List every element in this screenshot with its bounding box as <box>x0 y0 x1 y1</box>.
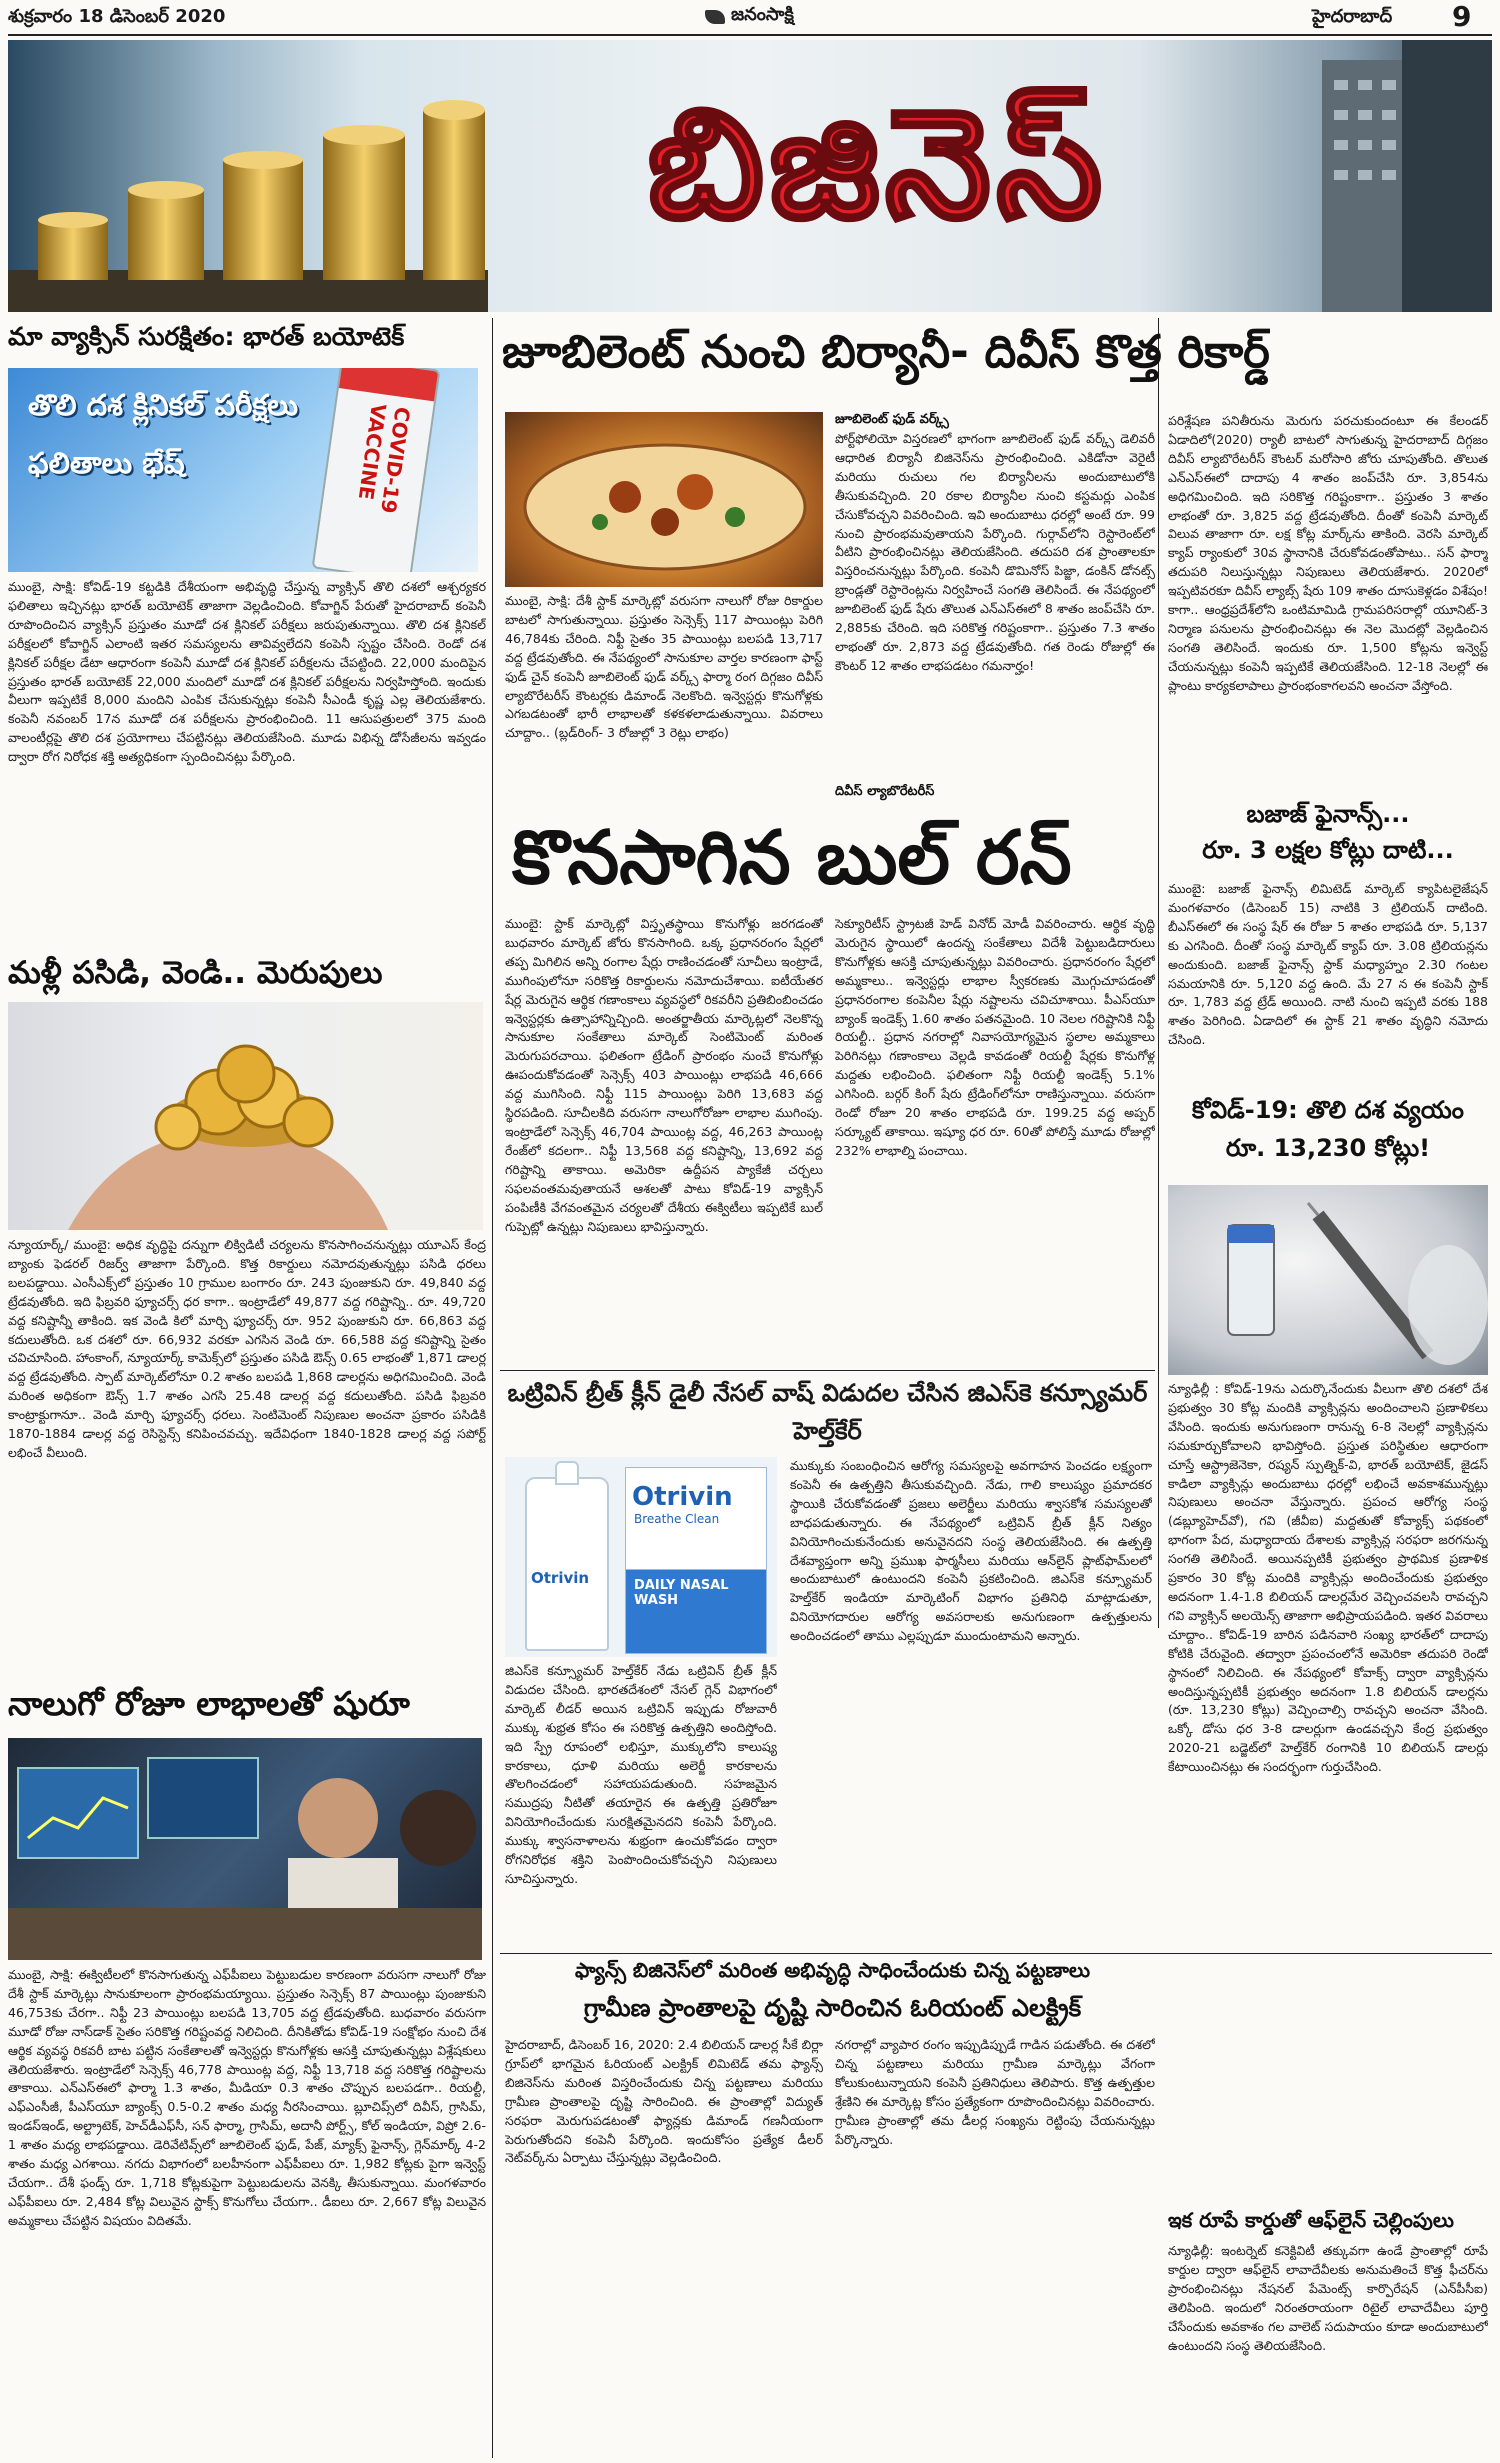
paper-name: జనంసాక్షి <box>731 4 794 25</box>
bull-run-col2-body: సెక్యూరిటీస్ స్ట్రాటజీ హెడ్ వినోద్ మోడీ వివరించారు. ఆర్థిక వృద్ధి మెరుగైన స్థాయిలో ఉందన్న సంకేతాలు విదేశీ పెట్టుబడిదారులు కొనుగోళ్లకు ఆసక్తి చూపుతున్నట్లు వివరించారు. ప్రధానరంగం షేర్లలో అమ్మకాలు.. ఇన్వెస్టర్లు లాభాల స్వీకరణకు మొగ్గుచూపడంతో ప్రధానరంగాల కంపెనీల షేర్లు నష్టాలను చవిచూశాయి. పీఎస్‌యూ బ్యాంక్ ఇండెక్స్ 1.60 శాతం పతనమైంది. 10 నెలల గరిష్టానికి నిఫ్టీ రియల్టీ.. ప్రధాన నగరాల్లో నివాసయోగ్యమైన స్థలాల అమ్మకాలు పెరిగినట్లు గణాంకాలు వెల్లడి కావడంతో రియల్టీ షేర్లకు కొనుగోళ్ల మద్దతు లభించింది. ఫలితంగా నిఫ్టీ రియల్టీ ఇండెక్స్ 5.1% ఎగిసింది. బర్గర్ కింగ్ షేరు ట్రేడింగ్‌లోనూ రాణిస్తున్నాయి. వరుసగా రెండో రోజూ 20 శాతం లాభపడి రూ. 199.25 వద్ద అప్పర్ సర్క్యూట్ తాకాయి. ఇష్యూ ధర రూ. 60తో పోలిస్తే మూడు రోజుల్లో 232% లాభాల్ని పంచాయి. <box>835 916 1155 1158</box>
covid-cost-headline-line2: రూ. 13,230 కోట్లు! <box>1225 1134 1431 1162</box>
coin-stacks-image <box>8 40 488 312</box>
vaccine-image <box>8 368 478 572</box>
gold-body: న్యూయార్క్/ ముంబై: అధిక వృద్ధిపై దన్నుగా లిక్విడిటీ చర్యలను కొనసాగించనున్నట్లు యూఎస్ కేంద్ర బ్యాంకు ఫెడరల్ రిజర్వ్ తాజాగా పేర్కొంది. కొత్త రికార్డులు నమోదవుతున్నట్లు పసిడి ధరలు బలపడ్డాయి. ఎంసీఎక్స్‌లో ప్రస్తుతం 10 గ్రాముల బంగారం రూ. 243 పుంజుకుని రూ. 49,840 వద్ద ట్రేడవుతోంది. ఇది ఫిబ్రవరి ఫ్యూచర్స్ ధర కాగా.. ఇంట్రాడేలో 49,877 వద్ద గరిష్టాన్ని.. రూ. 49,720 వద్ద కనిష్టాన్నీ తాకింది. ఇక వెండి కిలో మార్చి ఫ్యూచర్స్ రూ. 952 పుంజుకుని రూ. 66,863 వద్ద కదులుతోంది. ఒక దశలో రూ. 66,932 వరకూ ఎగసిన వెండి రూ. 66,588 వద్ద కనిష్టాన్ని సైతం చవిచూసింది. హాంకాంగ్, న్యూయార్క్ కామెక్స్‌లో ప్రస్తుతం పసిడి ఔన్స్ 0.65 లాభంతో 1,871 డాలర్ల వద్ద ట్రేడవుతోంది. స్పాట్ మార్కెట్‌లోనూ 0.2 శాతం బలపడి 1,868 డాలర్లను అధిగమించింది. వెండి మరింత అధికంగా ఔన్స్ 1.7 శాతం ఎగసి 25.48 డాలర్ల వద్ద కదులుతోంది. పసిడి ఫిబ్రవరి కాంట్రాక్టుగానూ.. వెండి మార్చి ఫ్యూచర్స్ ధరలు. సెంటిమెంట్ నిపుణుల అంచనా ప్రకారం పసిడికి 1870-1884 డాలర్ల వద్ద రెసిస్టెన్స్ కనిపించవచ్చు. ఇదేవిధంగా 1840-1828 డాలర్ల వద్ద సపోర్ట్ లభించే వీలుంది. <box>8 1237 486 1460</box>
coin-stack <box>423 100 485 280</box>
otrivin-col2-body: ముక్కుకు సంబంధించిన ఆరోగ్య సమస్యలపై అవగాహన పెంచడం లక్ష్యంగా కంపెనీ ఈ ఉత్పత్తిని తీసుకువచ్చింది. నేడు, గాలి కాలుష్యం ప్రమాదకర స్థాయికి చేరుకోవడంతో ప్రజలు అలెర్జీలు మరియు శ్వాసకోశ సమస్యలతో బాధపడుతున్నారు. ఈ నేపథ్యంలో ఒట్రివిన్ బ్రీత్ క్లీన్ నిత్యం వినియోగించుకునేందుకు అనువైనదని సంస్థ తెలియజేసింది. ఈ ఉత్పత్తి దేశవ్యాప్తంగా అన్ని ప్రముఖ ఫార్మసీలు మరియు ఆన్‌లైన్ ప్లాట్‌ఫామ్‌లలో అందుబాటులో ఉంటుందని కంపెనీ ప్రకటించింది. జిఎస్‌కె కన్స్యూమర్ హెల్త్‌కేర్ ఇండియా మార్కెటింగ్ విభాగం ప్రతినిధి మాట్లాడుతూ, వినియోగదారుల ఆరోగ్య అవసరాలకు అనుగుణంగా ఉత్పత్తులను అందించడంలో తాము ఎల్లప్పుడూ ముందుంటామని అన్నారు. <box>790 1458 1152 1644</box>
box-line-label: Breathe Clean <box>634 1512 720 1526</box>
jubilant-subhead: జూబిలెంట్ ఫుడ్ వర్క్స్ <box>835 412 949 427</box>
gold-coins-image <box>8 1002 483 1230</box>
column-divider <box>492 318 493 2458</box>
vial-label: COVID-19 VACCINE <box>353 402 415 515</box>
vaccine-vial <box>312 368 441 572</box>
bajaj-headline-line1: బజాజ్ ఫైనాన్స్... <box>1246 800 1410 828</box>
bajaj-body: ముంబై: బజాజ్ ఫైనాన్స్ లిమిటెడ్ మార్కెట్ క్యాపిటలైజేషన్ మంగళవారం (డిసెంబర్ 15) నాటికి 3 ట్రిలియన్ దాటింది. బీఎస్ఈలో ఈ సంస్థ షేర్ ఈ రోజు 5 శాతం లాభపడి రూ. 5,137 కు ఎగసింది. దీంతో సంస్థ మార్కెట్ క్యాప్ రూ. 3.08 ట్రిలియన్లను అందుకుంది. బజాజ్ ఫైనాన్స్ స్టాక్ మధ్యాహ్నం 2.30 గంటల సమయానికి రూ. 5,120 వద్ద ఉంది. మే 27 న ఈ కంపెనీ స్టాక్ రూ. 1,783 వద్ద ట్రేడ్ అయింది. నాటి నుంచి ఇప్పటి వరకు 188 శాతం పెరిగింది. ఏడాదిలో ఈ స్టాక్ 21 శాతం వృద్ధిని నమోదు చేసింది. <box>1168 881 1488 1048</box>
oriental-col2-body: నగరాల్లో వ్యాపార రంగం ఇప్పుడిప్పుడే గాడిన పడుతోంది. ఈ దశలో చిన్న పట్టణాలు మరియు గ్రామీణ మార్కెట్లు వేగంగా కోలుకుంటున్నాయని కంపెనీ ప్రతినిధులు తెలిపారు. కొత్త ఉత్పత్తుల శ్రేణిని ఈ మార్కెట్ల కోసం ప్రత్యేకంగా రూపొందించినట్లు వివరించారు. గ్రామీణ ప్రాంతాల్లో తమ డీలర్ల సంఖ్యను రెట్టింపు చేయనున్నట్లు పేర్కొన్నారు. <box>835 2037 1155 2147</box>
coin-stack <box>323 125 405 280</box>
markets-day4-body: ముంబై, సాక్షి: ఈక్విటీలలో కొనసాగుతున్న ఎఫ్‌పీఐలు పెట్టుబడుల కారణంగా వరుసగా నాలుగో రోజు దేశీ స్టాక్ మార్కెట్లు సానుకూలంగా ప్రారంభమయ్యాయి. ప్రస్తుతం సెన్సెక్స్ 87 పాయింట్లు పుంజుకుని 46,753కు చేరగా.. నిఫ్టీ 23 పాయింట్లు బలపడి 13,705 వద్ద ట్రేడవుతోంది. బుధవారం వరుసగా మూడో రోజు నాస్‌డాక్ సైతం సరికొత్త గరిష్టంవద్ద నిలిచింది. దీనికితోడు కోవిడ్-19 సంక్షోభం నుంచి దేశ ఆర్థిక వ్యవస్థ రికవరీ బాట పట్టిన సంకేతాలతో ఇన్వెస్టర్లు కొనుగోళ్లకు ఆసక్తి చూపుతున్నట్లు విశ్లేషకులు తెలియజేశారు. ఇంట్రాడేలో సెన్సెక్స్ 46,778 పాయింట్ల వద్ద, నిఫ్టీ 13,718 వద్ద సరికొత్త గరిష్టాలను తాకాయి. ఎన్ఎస్ఈలో ఫార్మా 1.3 శాతం, మీడియా 0.3 శాతం చొప్పున బలపడగా.. రియల్టీ, ఎఫ్ఎంసీజీ, పీఎస్‌యూ బ్యాంక్స్ 0.5-0.2 శాతం మధ్య నీరసించాయి. బ్లూచిప్స్‌లో దివీస్, గ్రాసిమ్, ఇండస్ఇండ్, అల్ట్రాటెక్, హెచ్‌డీఎఫ్‌సీ, సన్ ఫార్మా, గ్రాసిమ్, అదానీ పోర్ట్స్, కోల్ ఇండియా, విప్రో 2.6-1 శాతం మధ్య లాభపడ్డాయి. డెరివేటివ్స్‌లో జూబిలెంట్ ఫుడ్, పేజ్, మ్యాక్స్ ఫైనాన్స్, గ్లెన్‌మార్క్ 4-2 శాతం మధ్య ఎగశాయి. నగదు విభాగంలో బలహీనంగా ఎఫ్‌పీఐలు రూ. 1,982 కోట్లకు పైగా ఇన్వెస్ట్ చేయగా.. దేశీ ఫండ్స్ రూ. 1,718 కోట్లకుపైగా పెట్టుబడులను వెనక్కి తీసుకున్నాయి. మంగళవారం ఎఫ్‌పీఐలు రూ. 2,484 కోట్ల విలువైన స్టాక్స్ కొనుగోలు చేయగా.. డీఐలు రూ. 2,667 కోట్ల విలువైన అమ్మకాలు చేపట్టిన విషయం విదితమే. <box>8 1967 486 2228</box>
otrivin-product-image <box>505 1457 777 1657</box>
stock-exchange-building-image <box>1262 40 1492 312</box>
vaccine-headline: మా వ్యాక్సిన్ సురక్షితం: భారత్ బయోటెక్ <box>8 322 405 351</box>
section-banner <box>8 40 1492 312</box>
bull-run-headline: కొనసాగిన బుల్ రన్ <box>512 815 1072 901</box>
covid-cost-body: న్యూఢిల్లీ : కోవిడ్-19ను ఎదుర్కొనేందుకు వీలుగా తొలి దశలో దేశ ప్రభుత్వం 30 కోట్ల మందికి వ్యాక్సిన్లను అందించాలని ప్రణాళికలు వేసింది. ఇందుకు అనుగుణంగా రానున్న 6-8 నెలల్లో వ్యాక్సిన్లను సమకూర్చుకోవాలని భావిస్తోంది. ప్రస్తుత పరిస్థితుల ఆధారంగా చూస్తే ఆస్ట్రాజెనెకా, రష్యన్ స్పుత్నిక్-వి, భారత్ బయోటెక్, జైడస్ కాడిలా వ్యాక్సిన్లు అందుబాటు ధరల్లో లభించే అవకాశమున్నట్లు నిపుణులు అంచనా వేస్తున్నారు. ప్రపంచ ఆరోగ్య సంస్థ (డబ్ల్యూహెచ్‌వో), గవి (జీవీఐ) మద్దతుతో కోవ్యాక్స్ పథకంలో భాగంగా పేద, మధ్యాదాయ దేశాలకు వ్యాక్సిన్ల సరఫరా జరగనున్న సంగతి తెలిసిందే. అయినప్పటికీ ప్రభుత్వం ప్రాథమిక ప్రణాళిక ప్రకారం 30 కోట్ల మందికి వ్యాక్సిన్లు అందించేందుకు ప్రభుత్వం అదనంగా 1.4-1.8 బిలియన్ డాలర్లమేర వెచ్చించవలసి రావచ్చని గవి వ్యాక్సిన్ అలయెన్స్ తాజాగా అభిప్రాయపడింది. ఇతర వివరాలు చూద్దాం.. కోవిడ్-19 బారిన పడినవారి సంఖ్య భారత్‌లో దాదాపు కోటికి చేరువైంది. తద్వారా ప్రపంచంలోనే అమెరికా తదుపరి రెండో స్థానంలో నిలిచింది. ఈ నేపథ్యంలో కోవాక్స్ ద్వారా వ్యాక్సిన్లను అందిస్తున్నప్పటికీ ప్రభుత్వం అదనంగా 1.8 బిలియన్ డాలర్లను (రూ. 13,230 కోట్లు) వెచ్చించాల్సి రావచ్చని అంచనా వేసింది. ఒక్కో డోసు ధర 3-8 డాలర్లుగా ఉండవచ్చని కేంద్ర ప్రభుత్వం 2020-21 బడ్జెట్‌లో హెల్త్‌కేర్ రంగానికి 10 బిలియన్ డాలర్లు కేటాయించినట్లు ఈ సందర్భంగా గుర్తుచేసింది. <box>1168 1381 1488 1775</box>
markets-day4-headline: నాలుగో రోజూ లాభాలతో షురూ <box>8 1684 410 1723</box>
jubilant-col2-body: పోర్ట్‌ఫోలియో విస్తరణలో భాగంగా జూబిలెంట్ ఫుడ్ వర్క్స్ డెలివరీ ఆధారిత బిర్యానీ బిజినెస్‌ను ప్రారంభించింది. ఎకిడోనా వెరైటీ మరియు రుచులు గల బిర్యానీలను అందుబాటులోకి తీసుకువచ్చింది. 20 రకాల బిర్యానీల నుంచి కస్టమర్లు ఎంపిక చేసుకోవచ్చని వివరించింది. ఇవి అందుబాటు ధరల్లో అంటే రూ. 99 నుంచి ప్రారంభమవుతాయని పేర్కొంది. గుర్గావ్‌లోని రెస్టారెంట్‌లో వీటిని ప్రారంభించినట్లు తెలియజేసింది. తదుపరి దశ ప్రాంతాలకూ విస్తరించనున్నట్లు పేర్కొంది. కంపెనీ డొమినోస్ పిజ్జా, డంకిన్ డోనట్స్ బ్రాండ్లతో రెస్టారెంట్లను నిర్వహించే సంగతి తెలిసిందే. ఈ నేపథ్యంలో జూబిలెంట్ ఫుడ్ షేరు తొలుత ఎన్ఎస్ఈలో 8 శాతం జంప్‌చేసి రూ. 2,885కు చేరింది. ఇది సరికొత్త గరిష్టంకాగా.. ప్రస్తుతం 7.3 శాతం లాభంతో రూ. 2,873 వద్ద ట్రేడవుతోంది. గత రెండు రోజుల్లో ఈ కౌంటర్ 12 శాతం లాభపడటం గమనార్హం! <box>835 431 1155 673</box>
trading-desk-illustration <box>8 1738 482 1960</box>
traders-image <box>8 1738 482 1960</box>
covid-cost-headline-line1: కోవిడ్-19: తొలి దశ వ్యయం <box>1192 1096 1464 1124</box>
biryani-image <box>505 412 823 587</box>
bottle-brand-label: Otrivin <box>531 1569 590 1587</box>
jubilant-col1-body: ముంబై, సాక్షి: దేశీ స్టాక్ మార్కెట్లో వరుసగా నాలుగో రోజు రికార్డుల బాటలో సాగుతున్నాయి. ప్రస్తుతం సెన్సెక్స్ 117 పాయింట్లు పెరిగి 46,784కు చేరింది. నిఫ్టీ సైతం 35 పాయింట్లు బలపడి 13,717 వద్ద ట్రేడవుతోంది. ఈ నేపథ్యంలో సానుకూల వార్తల కారణంగా ఫాస్ట్ ఫుడ్ చైన్ కంపెనీ జూబిలెంట్ ఫుడ్ వర్క్స్ ఫార్మా రంగ దిగ్గజం దివీస్ ల్యాబొరేటరీస్ కౌంటర్లకు డిమాండ్ నెలకొంది. ఇన్వెస్టర్లు కొనుగోళ్లకు ఎగబడటంతో భారీ లాభాలతో కళకళలాడుతున్నాయి. వివరాలు చూద్దాం.. (బ్లడ్‌రింగ్- 3 రోజుల్లో 3 రెట్లు లాభం) <box>505 593 823 741</box>
upi-offline-headline: ఇక రూపే కార్డుతో ఆఫ్‌లైన్ చెల్లింపులు <box>1168 2208 1454 2232</box>
box-brand-label: Otrivin <box>632 1482 733 1512</box>
otrivin-col1-body: జిఎస్‌కె కన్స్యూమర్ హెల్త్‌కేర్ నేడు ఒట్రివిన్ బ్రీత్ క్లీన్ విడుదల చేసింది. భారతదేశంలో నేసల్ గ్లెన్ విభాగంలో మార్కెట్ లీడర్ అయిన ఒట్రివిన్ ఇప్పుడు రోజువారీ ముక్కు శుభ్రత కోసం ఈ సరికొత్త ఉత్పత్తిని అందిస్తోంది. ఇది స్ప్రే రూపంలో లభిస్తూ, ముక్కులోని కాలుష్య కారకాలు, ధూళి మరియు అలెర్జీ కారకాలను తొలగించడంలో సహాయపడుతుంది. సహజమైన సముద్రపు నీటితో తయారైన ఈ ఉత్పత్తి ప్రతిరోజూ వినియోగించేందుకు సురక్షితమైనదని కంపెనీ పేర్కొంది. ముక్కు శ్వాసనాళాలను శుభ్రంగా ఉంచుకోవడం ద్వారా రోగనిరోధక శక్తిని పెంపొందించుకోవచ్చని నిపుణులు సూచిస్తున్నారు. <box>505 1663 777 1886</box>
coin-stack <box>38 212 108 280</box>
oriental-col1-body: హైదరాబాద్, డిసెంబర్ 16, 2020: 2.4 బిలియన్ డాలర్ల సీకే బిర్లా గ్రూప్‌లో భాగమైన ఓరియంట్ ఎలక్ట్రిక్ లిమిటెడ్ తమ ఫ్యాన్స్ బిజినెస్‌ను మరింత విస్తరించేందుకు చిన్న పట్టణాలు మరియు గ్రామీణ ప్రాంతాలపై దృష్టి సారించింది. ఈ ప్రాంతాల్లో విద్యుత్ సరఫరా మెరుగుపడటంతో ఫ్యాన్లకు డిమాండ్ గణనీయంగా పెరుగుతోందని కంపెనీ పేర్కొంది. ఇందుకోసం ప్రత్యేక డీలర్ నెట్‌వర్క్‌ను ఏర్పాటు చేస్తున్నట్లు వెల్లడించింది. <box>505 2037 823 2166</box>
syringe-vial-illustration <box>1168 1185 1488 1375</box>
spray-nozzle <box>555 1461 579 1485</box>
masthead-paper <box>705 4 794 29</box>
bull-run-col1-body: ముంబై: స్టాక్ మార్కెట్లో విస్తృతస్థాయి కొనుగోళ్లు జరగడంతో బుధవారం మార్కెట్ జోరు కొనసాగింది. ఒక్క ప్రధానరంగం షేర్లలో తప్ప మిగిలిన అన్ని రంగాల షేర్లు రాణించడంతో సూచీలు ఇంట్రాడే, ముగింపులోనూ సరికొత్త రికార్డులను నమోదుచేశాయి. ఐటీయేతర షేర్ల మెరుగైన ఆర్థిక గణాంకాలు వ్యవస్థలో రికవరీని ప్రతిబింబించడం ఇన్వెస్టర్లకు ఉత్సాహాన్నిచ్చింది. అంతర్జాతీయ మార్కెట్లలో నెలకొన్న సానుకూల సంకేతాలు మార్కెట్ సెంటిమెంట్ మరింత మెరుగుపరచాయి. ఫలితంగా ట్రేడింగ్ ప్రారంభం నుంచే కొనుగోళ్లు ఊపందుకోవడంతో సెన్సెక్స్ 403 పాయింట్లు లాభపడి 46,666 వద్ద ముగిసింది. నిఫ్టీ 115 పాయింట్లు పెరిగి 13,683 వద్ద స్థిరపడింది. సూచీలకిది వరుసగా నాలుగోరోజూ లాభాల ముగింపు. ఇంట్రాడేలో సెన్సెక్స్ 46,704 పాయింట్ల వద్ద, 46,263 పాయింట్ల రేంజ్‌లో కదలగా.. నిఫ్టీ 13,568 వద్ద కనిష్టాన్ని, 13,692 వద్ద గరిష్టాన్ని తాకాయి. అమెరికా ఉద్దీపన ప్యాకేజీ చర్చలు సఫలవంతమవుతాయనే ఆశలతో పాటు కోవిడ్-19 వ్యాక్సిన్ పంపిణీకి వేగవంతమైన చర్యలతో దేశీయ ఈక్విటీలు ఇప్పటికే బుల్ గుప్పెట్లో ఉన్నట్లు నిపుణులు భావిస్తున్నారు. <box>505 916 823 1234</box>
masthead-city: హైదరాబాద్ <box>1312 6 1393 27</box>
oriental-headline-line2: గ్రామీణ ప్రాంతాలపై దృష్టి సారించిన ఓరియంట్ ఎలక్ట్రిక్ <box>583 1994 1082 2022</box>
jubilant-headline: జూబిలెంట్ నుంచి బిర్యానీ- దివీస్ కొత్త రికార్డ్ <box>502 325 1270 378</box>
column-divider <box>1158 318 1159 1628</box>
otrivin-headline: ఒట్రివిన్ బ్రీత్ క్లీన్ డైలీ నేసల్ వాష్ విడుదల చేసిన జిఎస్‌కె కన్స్యూమర్ హెల్త్‌కేర్ <box>507 1379 1148 1445</box>
masthead-rule <box>8 34 1492 36</box>
upi-offline-body: న్యూఢిల్లీ: ఇంటర్నెట్ కనెక్టివిటీ తక్కువగా ఉండే ప్రాంతాల్లో రూపే కార్డుల ద్వారా ఆఫ్‌లైన్ లావాదేవీలకు అనుమతించే కొత్త ఫీచర్‌ను ప్రారంభించినట్లు నేషనల్ పేమెంట్స్ కార్పొరేషన్ (ఎన్‌పీసీఐ) తెలిపింది. ఇందులో నిరంతరాయంగా రిటైల్ లావాదేవీలు పూర్తి చేసేందుకు అవకాశం గల వాలెట్ సదుపాయం కూడా అందుబాటులో ఉంటుందని సంస్థ తెలియజేసింది. <box>1168 2243 1488 2353</box>
gold-headline: మళ్లీ పసిడి, వెండి.. మెరుపులు <box>8 955 383 991</box>
product-box <box>625 1467 767 1654</box>
masthead-date: శుక్రవారం 18 డిసెంబర్ 2020 <box>8 6 226 27</box>
syringe-image <box>1168 1185 1488 1375</box>
page-number: 9 <box>1452 0 1472 33</box>
hands-with-coins-illustration <box>8 1002 483 1230</box>
bajaj-headline-line2: రూ. 3 లక్షల కోట్లు దాటి... <box>1202 836 1454 864</box>
jubilant-col3-body: పరిశ్లేషణ పనితీరును మెరుగు పరచుకుందంటూ ఈ కేలండర్ ఏడాదిలో(2020) ర్యాలీ బాటలో సాగుతున్న హైదరాబాద్ దిగ్గజం దివీస్ ల్యాబొరేటరీస్ కౌంటర్ మరోసారి జోరు చూపుతోంది. తొలుత ఎన్ఎస్ఈలో దాదాపు 4 శాతం జంప్‌చేసి రూ. 3,854ను అధిగమించింది. ఇది సరికొత్త గరిష్టంకాగా.. ప్రస్తుతం 3 శాతం లాభంతో రూ. 3,825 వద్ద ట్రేడవుతోంది. దీంతో కంపెనీ మార్కెట్ విలువ తాజాగా రూ. లక్ష కోట్ల మార్క్‌ను తాకింది. వెరసి మార్కెట్ క్యాప్ ర్యాంకులో 30వ స్థానానికి చేరుకోవడంతోపాటు.. సన్ ఫార్మా తదుపరి నిలుస్తున్నట్లు నిపుణులు తెలియజేశారు. 2020లో ఇప్పటివరకూ దివీస్ ల్యాబ్స్ షేరు 109 శాతం దూసుకెళ్లడం విశేషం! కాగా.. ఆంధ్రప్రదేశ్‌లోని ఒంటిమామిడి గ్రామపరిసరాల్లో యూనిట్-3 నిర్మాణ పనులను ప్రారంభించినట్లు ఈ నెల మొదట్లో వెల్లడించిన సంగతి తెలిసిందే. ఇందుకు రూ. 1,500 కోట్లను ఇన్వెస్ట్ చేయనున్నట్లు కంపెనీ ఇప్పటికే తెలియజేసింది. 12-18 నెలల్లో ఈ ప్లాంటు కార్యకలాపాలు ప్రారంభంకాగలవని అంచనా వేస్తోంది. <box>1168 413 1488 693</box>
paper-logo-icon <box>705 10 725 24</box>
oriental-headline-line1: ఫ్యాన్స్ బిజినెస్‌లో మరింత అభివృద్ధి సాధించేందుకు చిన్న పట్టణాలు <box>575 1958 1090 1982</box>
nasal-spray-bottle <box>525 1477 609 1651</box>
vaccine-image-caption: తొలి దశ క్లినికల్ పరీక్షలు ఫలితాలు భేష్ <box>28 388 299 480</box>
box-product-name: DAILY NASAL WASH <box>634 1578 729 1608</box>
biryani-plate-illustration <box>505 412 823 587</box>
coin-stack <box>223 151 303 280</box>
coin-stack <box>128 181 204 280</box>
section-title: బిజినెస్ <box>648 78 1108 252</box>
divis-subhead: దివీస్ ల్యాబొరేటరీస్ <box>835 784 935 799</box>
vaccine-body: ముంబై, సాక్షి: కోవిడ్-19 కట్టడికి దేశీయంగా అభివృద్ధి చేస్తున్న వ్యాక్సిన్ తొలి దశలో ఆశ్చర్యకర ఫలితాలు ఇచ్చినట్లు భారత్ బయోటెక్ తాజాగా వెల్లడించింది. కోవాగ్జిన్ పేరుతో హైదరాబాద్ కంపెనీ రూపొందించిన వ్యాక్సిన్ ప్రస్తుతం మూడో దశ క్లినికల్ పరీక్షలు జరుపుతున్నాయి. తొలి దశ క్లినికల్ పరీక్షలలో కోవాగ్జిన్ ఎలాంటి ఇతర సమస్యలను తావివ్వలేదని కంపెనీ స్పష్టం చేసింది. రెండో దశ క్లినికల్ పరీక్షల డేటా ఆధారంగా కంపెనీ మూడో దశ క్లినికల్ పరీక్షలను చేపట్టింది. 22,000 మందిపైన ప్రస్తుతం భారత్ బయోటెక్ 22,000 మందిలో మూడో దశ క్లినికల్ పరీక్షలను నిర్వహిస్తోంది. ఇందుకు వీలుగా ఇప్పటికే 8,000 మందిని ఎంపిక చేసుకున్నట్లు కంపెనీ సీఎండీ కృష్ణ ఎల్ల తెలియజేశారు. కంపెనీ నవంబర్ 17న మూడో దశ పరీక్షలను ప్రారంభించింది. 11 ఆసుపత్రులలో 375 మంది వాలంటీర్లపై తొలి దశ ప్రయోగాలు చేపట్టినట్లు తెలియజేసింది. మూడు విభిన్న డోసేజీలను ఇవ్వడం ద్వారా రోగ నిరోధక శక్తి అత్యధికంగా స్పందించినట్లు పేర్కొంది. <box>8 579 486 765</box>
otrivin-top-rule <box>500 1370 1155 1371</box>
